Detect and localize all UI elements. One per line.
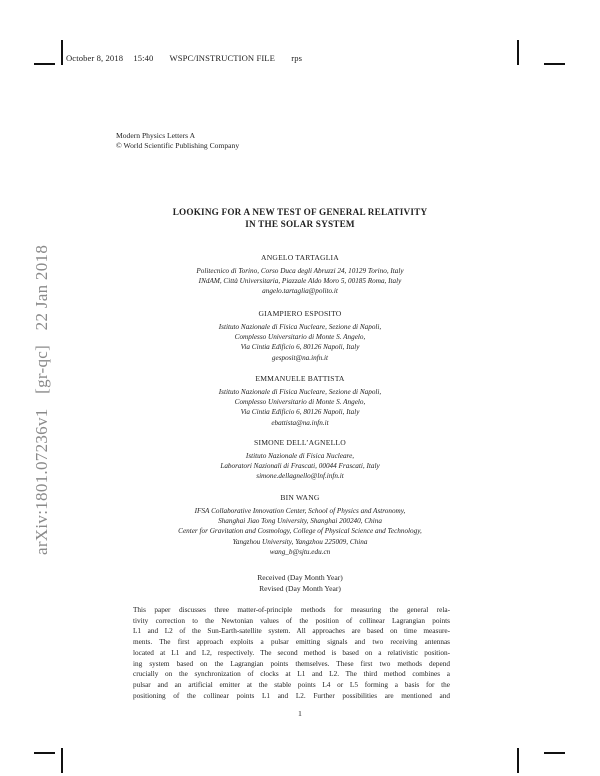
revised-line: Revised (Day Month Year) bbox=[259, 583, 341, 593]
abstract-line: pulsar and an artificial emitter at the stable points L4 or L5 forming a basis for the bbox=[133, 680, 450, 689]
affiliation-line: Politecnico di Torino, Corso Duca degli Abruzzi 24, 10129 Torino, Italy bbox=[196, 267, 404, 275]
arxiv-category: [gr-qc] bbox=[32, 344, 51, 394]
author-name: BIN WANG bbox=[280, 493, 320, 502]
crop-mark-top-right-horizontal bbox=[544, 63, 565, 65]
journal-copyright: © World Scientific Publishing Company bbox=[116, 141, 240, 150]
author-email: gesposit@na.infn.it bbox=[271, 353, 329, 362]
running-header bbox=[66, 53, 310, 63]
header-date: October 8, 2018 bbox=[66, 53, 124, 63]
author-name: SIMONE DELL’AGNELLO bbox=[254, 438, 346, 447]
paper-title bbox=[60, 206, 540, 230]
title-line-2: IN THE SOLAR SYSTEM bbox=[245, 219, 355, 229]
affiliation-line: IFSA Collaborative Innovation Center, School of Physics and Astronomy, bbox=[194, 507, 406, 515]
crop-mark-bottom-right-horizontal bbox=[544, 752, 565, 754]
author-email: wang_b@sjtu.edu.cn bbox=[269, 547, 331, 556]
affiliation-line: Center for Gravitation and Cosmology, College of Physical Science and Technology, bbox=[178, 527, 422, 536]
abstract-line: crucially on the synchronization of clocks at L1 and L2. The third method combines a bbox=[133, 670, 450, 679]
affiliation-line: Yangzhou University, Yangzhou 225009, China bbox=[232, 537, 368, 546]
arxiv-id: arXiv:1801.07236v1 bbox=[32, 408, 51, 555]
affiliation-line: Via Cintia Edificio 6, 80126 Napoli, Italy bbox=[240, 343, 360, 352]
submission-dates bbox=[60, 573, 540, 594]
abstract-line: L1 and L2 of the Sun-Earth-satellite system. All approaches are based on time measure- bbox=[133, 627, 450, 636]
arxiv-stamp bbox=[32, 235, 52, 555]
crop-mark-bottom-left-vertical bbox=[61, 748, 63, 773]
crop-mark-bottom-right-vertical bbox=[517, 748, 519, 773]
crop-mark-top-right-vertical bbox=[517, 40, 519, 65]
affiliation-line: Complesso Universitario di Monte S. Angelo, bbox=[234, 333, 366, 342]
abstract-line: located at L1 and L2, respectively. The second method is based on a relativistic position- bbox=[133, 648, 450, 657]
journal-info bbox=[116, 131, 239, 151]
header-time: 15:40 bbox=[133, 53, 154, 63]
author-affiliation bbox=[60, 451, 540, 482]
abstract-line: positioning of the collinear points L1 and L2. Further possibilities are mentioned and bbox=[133, 691, 450, 700]
title-line-1: LOOKING FOR A NEW TEST OF GENERAL RELATIVITY bbox=[172, 207, 428, 217]
crop-mark-top-left-horizontal bbox=[34, 63, 55, 65]
author-affiliation bbox=[60, 387, 540, 428]
affiliation-line: Istituto Nazionale di Fisica Nucleare, bbox=[245, 452, 355, 460]
affiliation-line: Laboratori Nazionali di Frascati, 00044 Frascati, Italy bbox=[220, 462, 380, 471]
author-name: GIAMPIERO ESPOSITO bbox=[258, 309, 342, 318]
arxiv-date: 22 Jan 2018 bbox=[32, 244, 51, 331]
author-affiliation bbox=[60, 322, 540, 363]
page-number: 1 bbox=[298, 709, 302, 718]
header-file-name: rps bbox=[291, 53, 303, 63]
affiliation-line: Complesso Universitario di Monte S. Angelo, bbox=[234, 398, 366, 407]
author-name: ANGELO TARTAGLIA bbox=[261, 253, 339, 262]
affiliation-line: Istituto Nazionale di Fisica Nucleare, Sezione di Napoli, bbox=[218, 388, 382, 396]
crop-mark-top-left-vertical bbox=[61, 40, 63, 65]
abstract-line: ments. The first approach exploits a pulsar emitting signals and two receiving antennas bbox=[133, 638, 450, 647]
abstract-line: This paper discusses three matter-of-principle methods for measuring the general rela- bbox=[133, 606, 450, 614]
author-email: simone.dellagnello@lnf.infn.it bbox=[256, 472, 344, 481]
author-email: angelo.tartaglia@polito.it bbox=[262, 287, 338, 296]
author-affiliation bbox=[60, 266, 540, 297]
author-email: ebattista@na.infn.it bbox=[271, 418, 329, 427]
affiliation-line: Istituto Nazionale di Fisica Nucleare, Sezione di Napoli, bbox=[218, 323, 382, 331]
abstract-line: ing system based on the Lagrangian points themselves. These first two methods depend bbox=[133, 659, 450, 668]
author-affiliation bbox=[60, 506, 540, 557]
received-line: Received (Day Month Year) bbox=[257, 573, 343, 582]
author-name: EMMANUELE BATTISTA bbox=[255, 374, 345, 383]
affiliation-line: Via Cintia Edificio 6, 80126 Napoli, Italy bbox=[240, 408, 360, 417]
journal-name: Modern Physics Letters A bbox=[116, 131, 196, 140]
affiliation-line: INdAM, Città Universitaria, Piazzale Aldo Moro 5, 00185 Roma, Italy bbox=[198, 277, 402, 286]
crop-mark-bottom-left-horizontal bbox=[34, 752, 55, 754]
abstract-line: tivity correction to the Newtonian values of the position of collinear Lagrangian points bbox=[133, 616, 450, 625]
abstract bbox=[133, 605, 450, 701]
header-file-label: WSPC/INSTRUCTION FILE bbox=[169, 53, 275, 63]
affiliation-line: Shanghai Jiao Tong University, Shanghai 200240, China bbox=[218, 517, 382, 526]
